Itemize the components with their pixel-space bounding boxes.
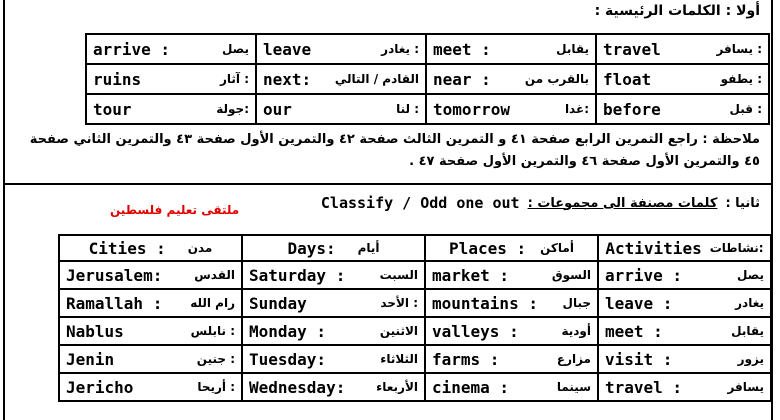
word-cell: meet : يقابل (426, 34, 596, 64)
word-cell: ruins آثار : (86, 64, 256, 94)
section1-heading: أولا : الكلمات الرئيسية : (594, 3, 760, 19)
table-cell: Saturday : السبت (242, 261, 425, 289)
table-cell: Wednesday: الأربعاء (242, 373, 425, 401)
section2-heading (321, 194, 760, 212)
word-cell: tour جولة: (86, 94, 256, 124)
classify-table (58, 234, 772, 402)
table-cell: meet : يقابل (598, 317, 771, 345)
word-cell: our لنا : (256, 94, 426, 124)
table-cell: mountains : جبال (425, 289, 598, 317)
word-cell: float يطفو : (596, 64, 769, 94)
table-cell: Jerusalem: القدس (59, 261, 242, 289)
word-cell: before قبل : (596, 94, 769, 124)
word-cell: arrive : يصل (86, 34, 256, 64)
table-cell: Sunday الأحد : (242, 289, 425, 317)
table-cell: leave : يغادر (598, 289, 771, 317)
table-cell: cinema : سينما (425, 373, 598, 401)
word-cell: tomorrow غدا: (426, 94, 596, 124)
table-row (59, 345, 771, 373)
header-days: Days: أيام (242, 235, 425, 261)
table-row (86, 34, 769, 64)
section2-title-ar: كلمات مصنفة الى مجموعات : (527, 195, 718, 211)
table-cell: Tuesday: الثلاثاء (242, 345, 425, 373)
table-row (59, 373, 771, 401)
table-row (59, 261, 771, 289)
table-cell: Ramallah : رام الله (59, 289, 242, 317)
table-cell: market : السوق (425, 261, 598, 289)
word-cell: next: القادم / التالي (256, 64, 426, 94)
table-row (59, 317, 771, 345)
watermark-text: ملتقى تعليم فلسطين (110, 203, 240, 217)
header-cities: Cities : مدن (59, 235, 242, 261)
word-cell: near : بالقرب من (426, 64, 596, 94)
table-header-row (59, 235, 771, 261)
section-divider (3, 183, 773, 185)
word-cell: travel يسافر : (596, 34, 769, 64)
table-cell: Jericho أريحا : (59, 373, 242, 401)
header-activities: Activities نشاطات: (598, 235, 771, 261)
word-cell: leave يغادر : (256, 34, 426, 64)
table-cell: valleys : أودية (425, 317, 598, 345)
note-text: ملاحظة : راجع التمرين الرابع صفحة ٤١ و التمرين الثالث صفحة ٤٢ والتمرين الأول صفحة ٤٣ والتمرين الثاني صفحة ٤٥ والتمرين الأول صفحة ٤٦ والتمرين الأول صفحة ٤٧ . (29, 132, 760, 169)
section2-title-en: Classify / Odd one out (320, 194, 520, 212)
table-cell: farms : مزارع (425, 345, 598, 373)
table-row (86, 64, 769, 94)
table-row (86, 94, 769, 124)
table-cell: visit : يزور (598, 345, 771, 373)
table-cell: Nablus نابلس : (59, 317, 242, 345)
table-row (59, 289, 771, 317)
table-cell: arrive : يصل (598, 261, 771, 289)
key-words-table (85, 33, 770, 125)
table-cell: Monday : الاثنين (242, 317, 425, 345)
header-places: Places : أماكن (425, 235, 598, 261)
table-cell: travel : يسافر (598, 373, 771, 401)
section2-prefix: ثانيا : (725, 195, 760, 211)
table-cell: Jenin جنين : (59, 345, 242, 373)
